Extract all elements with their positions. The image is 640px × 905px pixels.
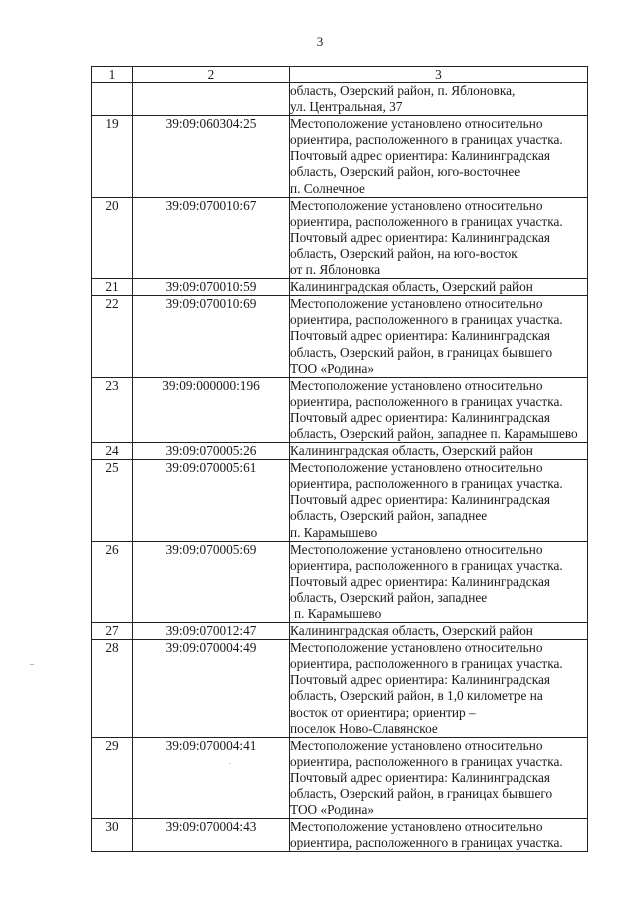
row-number: 20	[92, 197, 133, 278]
table-row	[92, 296, 588, 377]
table-body	[92, 67, 588, 852]
description-line: область, Озерский район, в границах бывшего	[290, 344, 553, 360]
description-line: Почтовый адрес ориентира: Калининградская	[290, 229, 550, 245]
description-line: Калининградская область, Озерский район	[290, 443, 533, 459]
cadastral-number: 39:09:070010:59	[133, 279, 290, 296]
row-number: 19	[92, 116, 133, 197]
description-line: ТОО «Родина»	[290, 360, 375, 376]
description-line: область, Озерский район, западнее	[290, 589, 488, 605]
location-description	[290, 819, 588, 852]
description-line: п. Солнечное	[290, 180, 365, 196]
table-row	[92, 197, 588, 278]
row-number: 26	[92, 541, 133, 622]
description-line: ориентира, расположенного в границах участка.	[290, 132, 563, 148]
description-line: ориентира, расположенного в границах участка.	[290, 312, 563, 328]
cadastral-number: 39:09:000000:196	[133, 377, 290, 442]
cadastral-number: 39:09:070010:69	[133, 296, 290, 377]
location-description	[290, 541, 588, 622]
description-line: область, Озерский район, юго-восточнее	[290, 164, 521, 180]
table-row	[92, 460, 588, 541]
parcels-table	[91, 66, 588, 852]
description-line: ориентира, расположенного в границах участка.	[290, 476, 563, 492]
description-line: Почтовый адрес ориентира: Калининградская	[290, 492, 550, 508]
row-number: 29	[92, 737, 133, 818]
location-description	[290, 443, 588, 460]
description-line: область, Озерский район, западнее п. Карамышево	[290, 425, 578, 441]
location-description	[290, 460, 588, 541]
row-number: 30	[92, 819, 133, 852]
description-line: ориентира, расположенного в границах участка.	[290, 557, 563, 573]
description-line: Почтовый адрес ориентира: Калининградская	[290, 573, 550, 589]
description-line: Местоположение установлено относительно	[290, 640, 543, 656]
header-cell-3: 3	[290, 67, 588, 83]
description-line: поселок Ново-Славянское	[290, 720, 438, 736]
table-row	[92, 83, 588, 116]
location-description	[290, 737, 588, 818]
description-line: Местоположение установлено относительно	[290, 737, 543, 753]
cadastral-number: 39:09:070004:49	[133, 640, 290, 738]
location-description	[290, 640, 588, 738]
row-number: 27	[92, 623, 133, 640]
description-line: Почтовый адрес ориентира: Калининградская	[290, 328, 550, 344]
row-number: 28	[92, 640, 133, 738]
description-line: п. Карамышево	[294, 606, 382, 621]
table-row	[92, 819, 588, 852]
table-row	[92, 737, 588, 818]
table-header-row	[92, 67, 588, 83]
cadastral-number: 39:09:060304:25	[133, 116, 290, 197]
scan-speck	[30, 664, 34, 665]
description-line: Местоположение установлено относительно	[290, 116, 543, 132]
location-description	[290, 377, 588, 442]
header-cell-1: 1	[92, 67, 133, 83]
cadastral-number: 39:09:070005:69	[133, 541, 290, 622]
header-cell-2: 2	[133, 67, 290, 83]
scan-speck	[229, 763, 231, 764]
row-number: 24	[92, 443, 133, 460]
location-description	[290, 197, 588, 278]
description-line: Местоположение установлено относительно	[290, 541, 543, 557]
location-description	[290, 83, 588, 116]
row-number: 23	[92, 377, 133, 442]
location-description	[290, 296, 588, 377]
table-row	[92, 377, 588, 442]
description-line: ориентира, расположенного в границах участка.	[290, 835, 563, 851]
cadastral-number: 39:09:070005:26	[133, 443, 290, 460]
description-line: Местоположение установлено относительно	[290, 460, 543, 476]
description-line: Местоположение установлено относительно	[290, 197, 543, 213]
description-line: ориентира, расположенного в границах участка.	[290, 656, 563, 672]
description-line: Почтовый адрес ориентира: Калининградская	[290, 769, 550, 785]
description-line: ул. Центральная, 37	[290, 99, 403, 115]
cadastral-number: 39:09:070004:41	[133, 737, 290, 818]
cadastral-number	[133, 83, 290, 116]
description-line: ориентира, расположенного в границах участка.	[290, 393, 563, 409]
description-line: Калининградская область, Озерский район	[290, 623, 533, 639]
row-number: 22	[92, 296, 133, 377]
description-line: Местоположение установлено относительно	[290, 377, 543, 393]
cadastral-number: 39:09:070005:61	[133, 460, 290, 541]
table-row	[92, 443, 588, 460]
table-row	[92, 640, 588, 738]
description-line: область, Озерский район, в границах бывшего	[290, 786, 553, 802]
row-number	[92, 83, 133, 116]
description-line: область, Озерский район, западнее	[290, 508, 488, 524]
description-line: область, Озерский район, в 1,0 километре на	[290, 688, 543, 704]
description-line: ТОО «Родина»	[290, 802, 375, 818]
cadastral-number: 39:09:070010:67	[133, 197, 290, 278]
description-line: Местоположение установлено относительно	[290, 296, 543, 312]
row-number: 25	[92, 460, 133, 541]
cadastral-number: 39:09:070012:47	[133, 623, 290, 640]
description-line: ориентира, расположенного в границах участка.	[290, 753, 563, 769]
table-row	[92, 541, 588, 622]
row-number: 21	[92, 279, 133, 296]
location-description	[290, 279, 588, 296]
description-line: от п. Яблоновка	[290, 262, 381, 278]
description-line: область, Озерский район, на юго-восток	[290, 245, 518, 261]
description-line: п. Карамышево	[290, 524, 378, 540]
description-line: Почтовый адрес ориентира: Калининградская	[290, 409, 550, 425]
description-line: восток от ориентира; ориентир –	[290, 704, 476, 720]
description-line: Почтовый адрес ориентира: Калининградская	[290, 672, 550, 688]
location-description	[290, 623, 588, 640]
description-line: область, Озерский район, п. Яблоновка,	[290, 83, 516, 98]
description-line: Местоположение установлено относительно	[290, 819, 543, 835]
location-description	[290, 116, 588, 197]
table-row	[92, 279, 588, 296]
description-line: ориентира, расположенного в границах участка.	[290, 213, 563, 229]
table-row	[92, 623, 588, 640]
table-row	[92, 116, 588, 197]
description-line: Почтовый адрес ориентира: Калининградская	[290, 148, 550, 164]
description-line: Калининградская область, Озерский район	[290, 279, 533, 295]
cadastral-number: 39:09:070004:43	[133, 819, 290, 852]
page-number: 3	[316, 34, 324, 49]
